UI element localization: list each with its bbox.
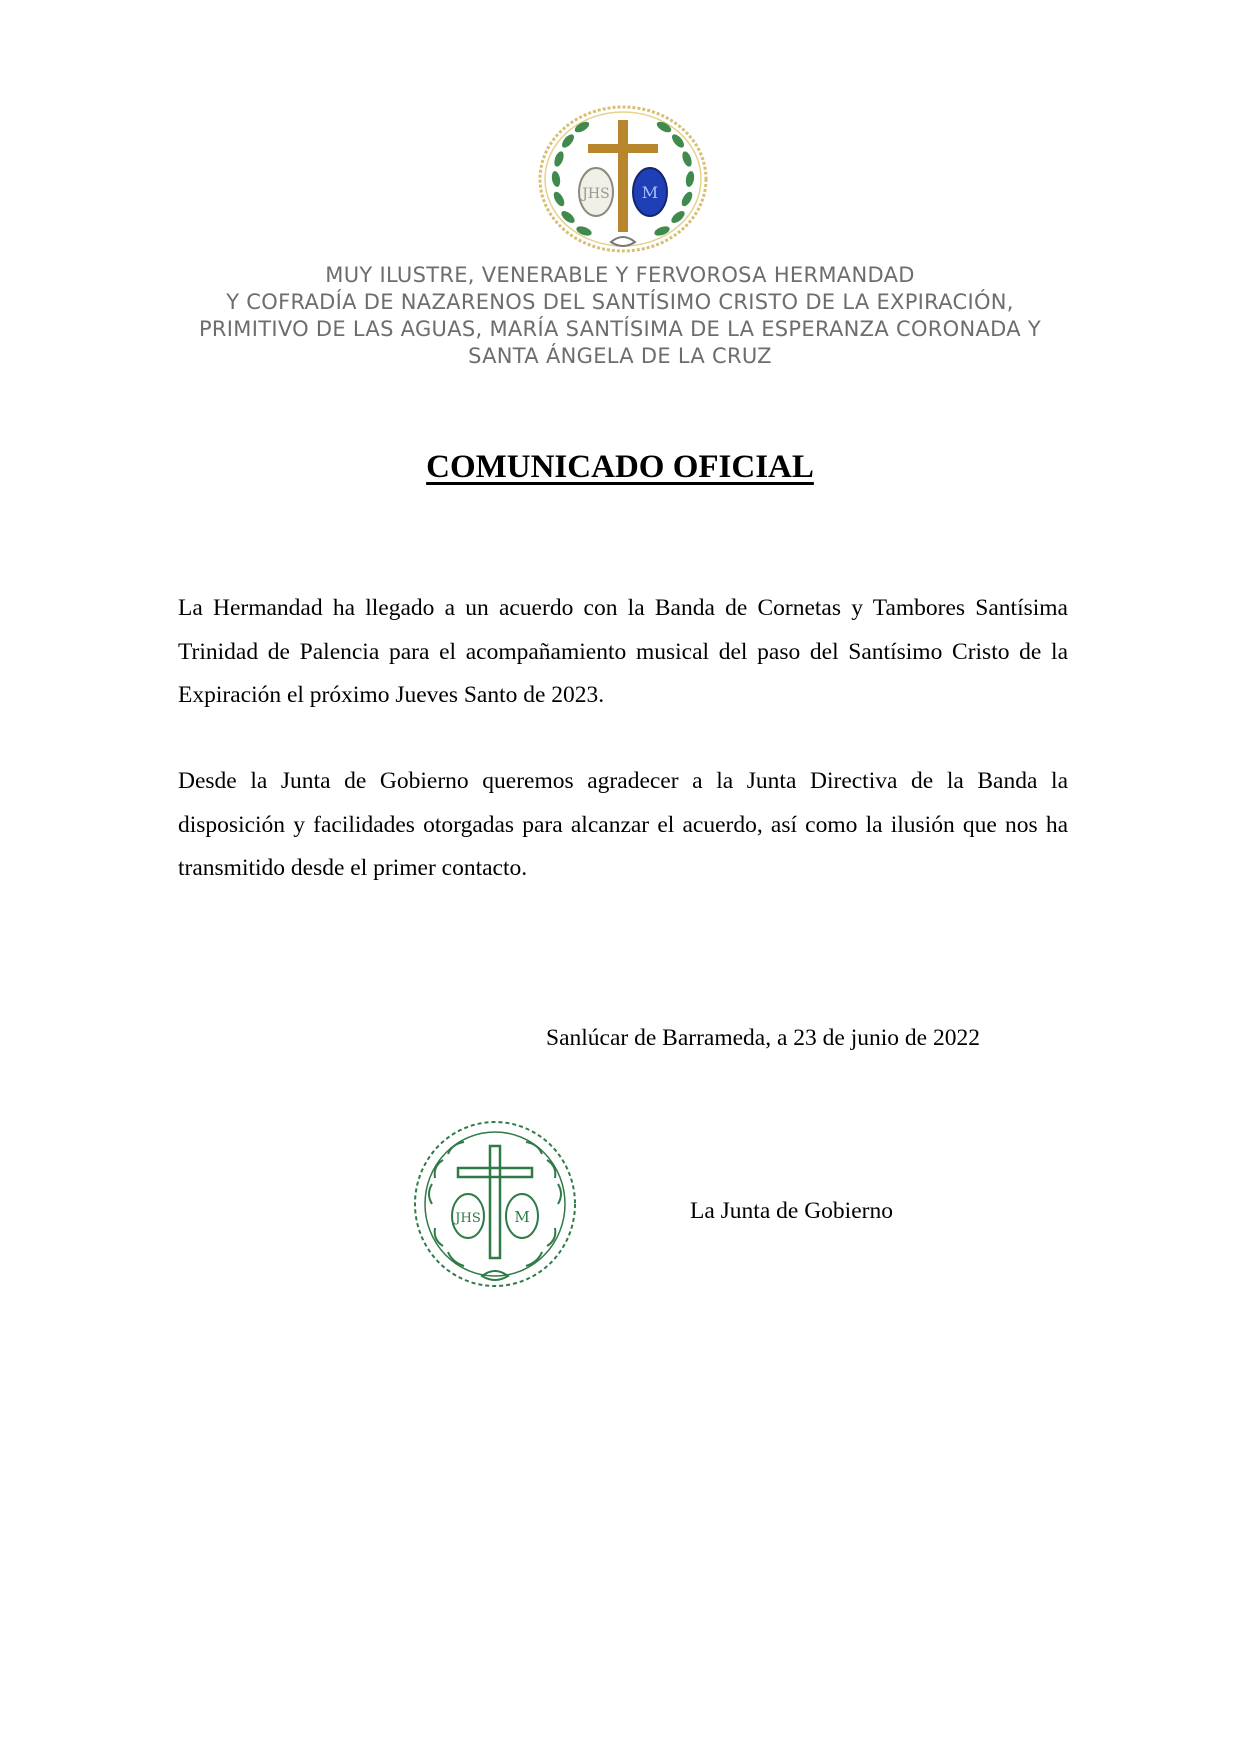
document-title: COMUNICADO OFICIAL — [426, 449, 814, 485]
organization-name-line: PRIMITIVO DE LAS AGUAS, MARÍA SANTÍSIMA DE LA ESPERANZA CORONADA Y — [198, 317, 1042, 341]
seal-icon — [410, 1116, 580, 1296]
brotherhood-crest-icon — [536, 104, 710, 254]
organization-name-line: SANTA ÁNGELA DE LA CRUZ — [468, 344, 772, 368]
svg-text:M: M — [514, 1208, 530, 1226]
body-paragraph: Desde la Junta de Gobierno queremos agradecer a la Junta Directiva de la Banda la disposición y facilidades otorgadas para alcanzar el acuerdo, así como la ilusión que nos ha transmitido desde el primer contacto. — [178, 768, 1068, 881]
svg-text:JHS: JHS — [455, 1211, 481, 1226]
body-paragraph: La Hermandad ha llegado a un acuerdo con la Banda de Cornetas y Tambores Santísima Trinidad de Palencia para el acompañamiento musical del paso del Santísimo Cristo de la Expiración el próximo Jueves Santo de 2023. — [178, 595, 1068, 708]
place-date: Sanlúcar de Barrameda, a 23 de junio de 2022 — [546, 1025, 980, 1051]
organization-name-line: Y COFRADÍA DE NAZARENOS DEL SANTÍSIMO CRISTO DE LA EXPIRACIÓN, — [226, 290, 1014, 314]
signature: La Junta de Gobierno — [690, 1198, 893, 1224]
svg-text:M: M — [641, 183, 659, 202]
organization-name — [170, 262, 1070, 370]
svg-text:JHS: JHS — [582, 186, 610, 202]
organization-name-line: MUY ILUSTRE, VENERABLE Y FERVOROSA HERMANDAD — [325, 263, 915, 287]
